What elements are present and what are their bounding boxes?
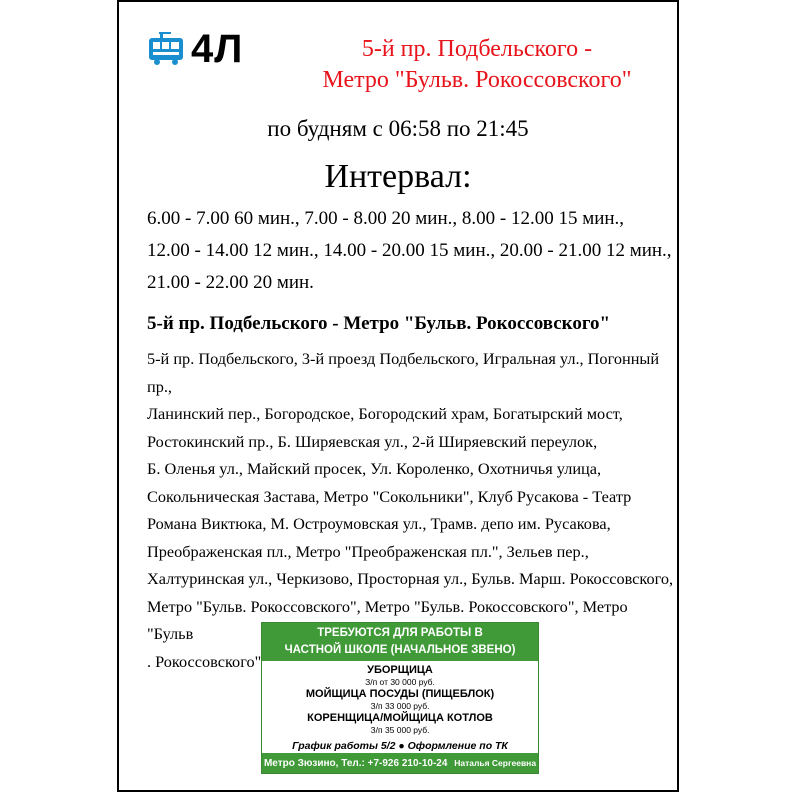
route-title <box>287 34 667 96</box>
job-advertisement <box>261 622 539 774</box>
timetable-sheet <box>117 0 679 792</box>
schedule-text: по будням с 06:58 по 21:45 <box>267 116 529 141</box>
ad-header-line1: ТРЕБУЮТСЯ ДЛЯ РАБОТЫ В <box>317 627 483 639</box>
stops-line: Ланинский пер., Богородское, Богородский храм, Богатырский мост, <box>147 404 623 423</box>
ad-contact-name: Наталья Сергеевна <box>454 758 537 768</box>
ad-header <box>262 623 538 661</box>
stops-line: Метро "Бульв. Рокоссовского", Метро "Бульв. Рокоссовского", Метро "Бульв <box>147 596 628 643</box>
ad-header-line2: ЧАСТНОЙ ШКОЛЕ (НАЧАЛЬНОЕ ЗВЕНО) <box>284 644 516 656</box>
job-title: УБОРЩИЦА <box>367 664 433 676</box>
interval-heading: Интервал: <box>324 158 472 195</box>
ad-work-schedule: График работы 5/2 ● Оформление по ТК <box>292 740 508 752</box>
ad-footer <box>262 753 538 773</box>
job-pay: З/п 35 000 руб. <box>370 725 430 735</box>
stops-line: Сокольническая Застава, Метро "Сокольники", Клуб Русакова - Театр <box>147 486 632 506</box>
stops-line: Преображенская пл., Метро "Преображенская пл.", Зельев пер., <box>147 541 589 561</box>
stops-line: Романа Виктюка, М. Остроумовская ул., Трамв. депо им. Русакова, <box>147 514 611 533</box>
tram-icon <box>147 32 185 66</box>
interval-list <box>147 203 677 299</box>
ad-phone: Метро Зюзино, Тел.: +7-926 210-10-24 <box>263 758 448 769</box>
header <box>147 24 657 104</box>
job-title: МОЙЩИЦА ПОСУДЫ (ПИЩЕБЛОК) <box>305 688 495 700</box>
stops-line: Ростокинский пр., Б. Ширяевская ул., 2-й Ширяевский переулок, <box>147 431 598 451</box>
job-title: КОРЕНЩИЦА/МОЙЩИЦА КОТЛОВ <box>307 712 493 724</box>
interval-line: 12.00 - 14.00 12 мин., 14.00 - 20.00 15 мин., 20.00 - 21.00 12 мин., <box>147 240 672 261</box>
stops-title: 5-й пр. Подбельского - Метро "Бульв. Рокоссовского" <box>147 313 611 334</box>
job-pay: З/п 33 000 руб. <box>370 701 430 711</box>
stops-line: 5-й пр. Подбельского, 3-й проезд Подбельского, Игральная ул., Погонный пр., <box>147 349 660 396</box>
route-number: 4Л <box>191 27 244 71</box>
job-pay: З/п от 30 000 руб. <box>365 677 435 687</box>
route-title-line2: Метро "Бульв. Рокоссовского" <box>322 67 632 93</box>
stops-line: Б. Оленья ул., Майский просек, Ул. Короленко, Охотничья улица, <box>147 459 602 478</box>
interval-line: 6.00 - 7.00 60 мин., 7.00 - 8.00 20 мин., 8.00 - 12.00 15 мин., <box>147 208 625 229</box>
stops-line: . Рокоссовского" <box>147 651 262 671</box>
route-title-line1: 5-й пр. Подбельского - <box>361 36 593 62</box>
ad-jobs <box>262 663 538 735</box>
stops-line: Халтуринская ул., Черкизово, Просторная ул., Бульв. Марш. Рокоссовского, <box>147 569 674 588</box>
interval-line: 21.00 - 22.00 20 мин. <box>147 272 314 293</box>
